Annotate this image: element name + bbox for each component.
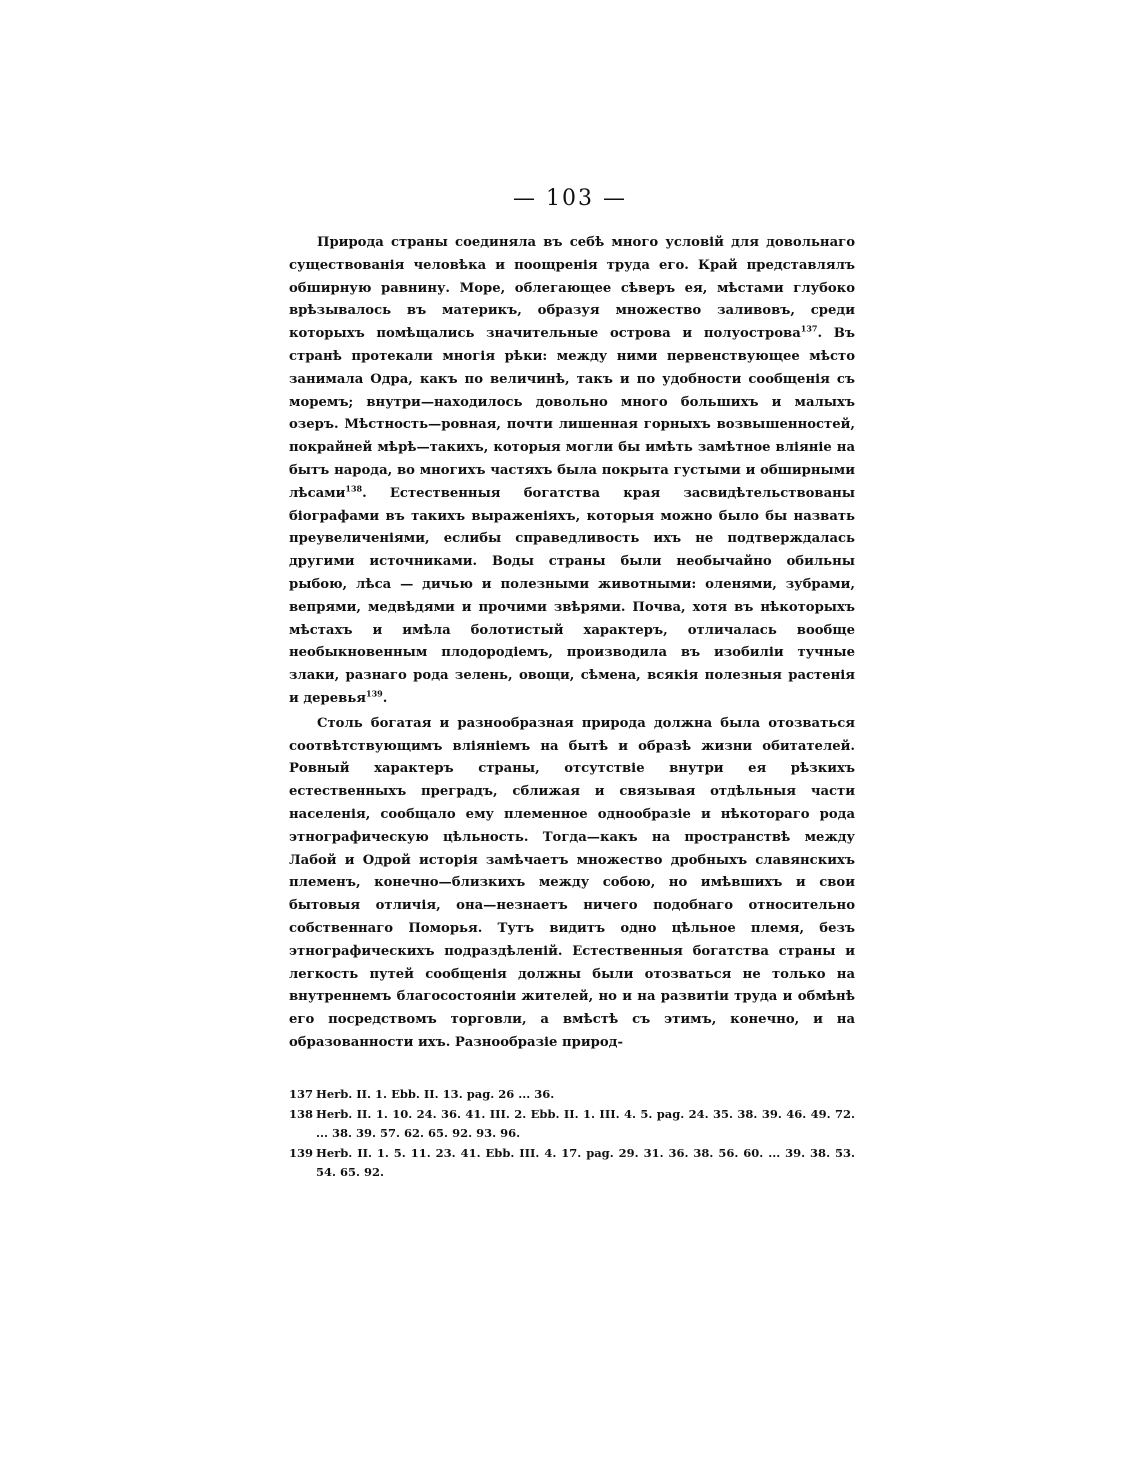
footnote-ref-138: 138 [345, 483, 363, 494]
paragraph-2: Столь богатая и разнообразная природа должна была отозваться соотвѣтствующимъ вліяніемъ на бытѣ и образѣ жизни обитателей. Ровный характеръ страны, отсутствіе внутри ея рѣзкихъ естественныхъ преградъ, сближая и связывая отдѣльныя части населенія, сообщало ему племенное однообразіе и нѣкотораго рода этнографическую цѣльность. Тогда—какъ на пространствѣ между Лабой и Одрой исторія замѣчаетъ множество дробныхъ славянскихъ племенъ, конечно—близкихъ между собою, но имѣвшихъ и свои бытовыя отличія, она—незнаетъ ничего подобнаго относительно собственнаго Поморья. Тутъ видитъ одно цѣльное племя, безъ этнографическихъ подраздѣленій. Естественныя богатства страны и легкость путей сообщенія должны были отозваться не только на внутреннемъ благосостояніи жителей, но и на развитіи труда и обмѣнѣ его посредствомъ торговли, а вмѣстѣ съ этимъ, конечно, и на образованности ихъ. Разнообразіе природ- [289, 715, 855, 1050]
footnote-ref-137: 137 [800, 323, 818, 334]
paragraph-1 [289, 232, 855, 711]
footnote-number: 137 [289, 1087, 314, 1101]
footnote-number: 138 [289, 1106, 314, 1121]
footnote-text: Herb. II. 1. 10. 24. 36. 41. III. 2. Ebb. II. 1. III. 4. 5. pag. 24. 35. 38. 39. 46. 49. 72. ... 38. 39. 57. 62. 65. 92. 93. 96. [316, 1106, 855, 1140]
footnote-text: Herb. II. 1. Ebb. II. 13. pag. 26 ... 36. [316, 1087, 555, 1101]
paragraph-1-part-2: . Въ странѣ протекали многія рѣки: между ними первенствующее мѣсто занимала Одра, какъ по величинѣ, такъ и по удобности сообщенія съ моремъ; внутри—находилось довольно много большихъ и малыхъ озеръ. Мѣстность—ровная, почти лишенная горныхъ возвышенностей, покрайней мѣрѣ—такихъ, которыя могли бы имѣть замѣтное вліяніе на бытъ народа, во многихъ частяхъ была покрыта густыми и обширными лѣсами [289, 326, 855, 501]
footnote-ref-139: 139 [366, 688, 383, 699]
footnote-139 [289, 1144, 855, 1183]
footnote-text: Herb. II. 1. 5. 11. 23. 41. Ebb. III. 4. 17. pag. 29. 31. 36. 38. 56. 60. ... 39. 38. 53. 54. 65. 92. [316, 1145, 855, 1179]
paragraph-1-part-4: . [382, 690, 388, 706]
footnote-138 [289, 1105, 855, 1144]
footnote-137 [289, 1085, 855, 1105]
footnotes [289, 1085, 855, 1183]
footnote-number: 139 [289, 1145, 314, 1160]
body-text [289, 232, 855, 1055]
page-number: — 103 — [513, 186, 627, 211]
paragraph-1-part-3: . Естественныя богатства края засвидѣтельствованы біографами въ такихъ выраженіяхъ, которыя можно было бы назвать преувеличеніями, еслибы справедливость ихъ не подтверждалась другими источниками. Воды страны были необычайно обильны рыбою, лѣса — дичью и полезными животными: оленями, зубрами, вепрями, медвѣдями и прочими звѣрями. Почва, хотя въ нѣкоторыхъ мѣстахъ и имѣла болотистый характеръ, отличалась вообще необыкновенным плодородіемъ, производила въ изобиліи тучные злаки, разнаго рода зелень, овощи, сѣмена, всякія полезныя растенія и деревья [289, 485, 855, 706]
paragraph-1-part-1: Природа страны соединяла въ себѣ много условій для довольнаго существованія человѣка и поощренія труда его. Край представлялъ обширную равнину. Море, облегающее сѣверъ ея, мѣстами глубоко врѣзывалось въ материкъ, образуя множество заливовъ, среди которыхъ помѣщались значительные острова и полуострова [289, 235, 855, 342]
